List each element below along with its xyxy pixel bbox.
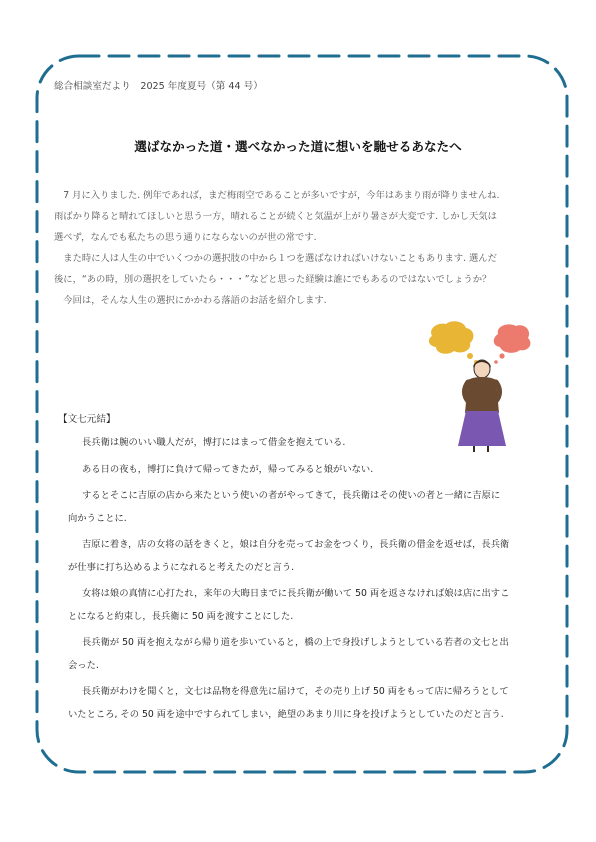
story-line: 長兵衛がわけを聞くと，文七は品物を得意先に届けて，その売り上げ 50 両をもって店に帰ろうとして (82, 686, 509, 698)
intro-line: 後に，“あの時，別の選択をしていたら・・・”などと思った経験は誰にでもあるのではないでしょうか？ (54, 273, 492, 285)
thought-bubble-icon (494, 324, 531, 363)
intro-line: また時に人は人生の中でいくつかの選択肢の中から１つを選ばなければいけないこともあります. 選んだ (54, 252, 497, 264)
story-line: 女将は娘の真情に心打たれ，来年の大晦日までに長兵衛が働いて 50 両を返さなければ娘は店に出すこ (82, 588, 510, 600)
story-line: 長兵衛は腕のいい職人だが，博打にはまって借金を抱えている. (82, 437, 346, 448)
intro-line: 選べず，なんでも私たちの思う通りにならないのが世の常です. (54, 231, 317, 243)
story-paragraph (68, 632, 546, 677)
intro-line: 7 月に入りました. 例年であれば，まだ梅雨空であることが多いですが，今年はあまり雨が降りませんね. (54, 190, 500, 201)
story-paragraph (68, 432, 546, 454)
story-line: ある日の夜も，博打に負けて帰ってきたが，帰ってみると娘がいない. (82, 463, 374, 475)
story-paragraph (68, 583, 546, 628)
page-title: 選ばなかった道・選べなかった道に想いを馳せるあなたへ (134, 139, 462, 154)
story-line-cont: 向かうことに. (68, 512, 127, 524)
story-line-cont: とになると約束し，長兵衛に 50 両を渡すことにした. (68, 610, 294, 622)
story-paragraph (68, 459, 546, 481)
story-line: するとそこに吉原の店から来たという使いの者がやってきて，長兵衛はその使いの者と一緒に吉原に (82, 490, 501, 502)
newsletter-header: 総合相談室だより 2025 年度夏号（第 44 号） (54, 81, 263, 92)
thought-bubble-icon (429, 321, 478, 364)
intro-section (54, 186, 546, 311)
story-section-title: 【文七元結】 (58, 414, 116, 425)
intro-line: 雨ばかり降ると晴れてほしいと思う一方，晴れることが続くと気温が上がり暑さが大変です. しかし天気は (54, 210, 497, 222)
story-line-cont: が仕事に打ち込めるようになれると考えたのだと言う. (68, 561, 295, 573)
story-section (68, 432, 546, 730)
story-paragraph (68, 485, 546, 530)
story-line: 吉原に着き，店の女将の話をきくと，娘は自分を売ってお金をつくり，長兵衛の借金を返せば，長兵衛 (82, 539, 510, 551)
story-line: 長兵衛が 50 両を抱えながら帰り道を歩いていると，橋の上で身投げしようとしている若者の文七と出 (82, 637, 509, 649)
intro-line: 今回は，そんな人生の選択にかかわる落語のお話を紹介します. (54, 294, 327, 306)
story-line-cont: いたところ, その 50 両を途中ですられてしまい，絶望のあまり川に身を投げようとしていたのだと言う. (68, 708, 504, 720)
story-paragraph (68, 681, 546, 726)
story-line-cont: 会った. (68, 659, 99, 671)
story-paragraph (68, 534, 546, 579)
